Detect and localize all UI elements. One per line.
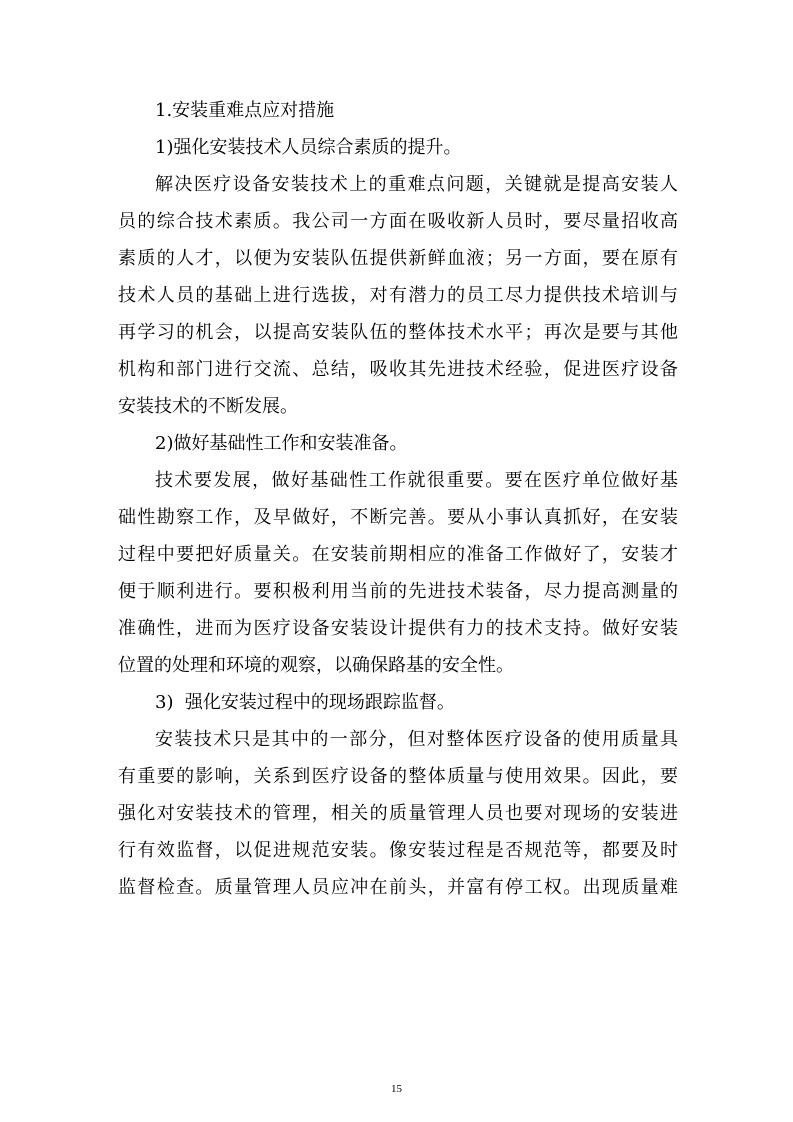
paragraph-line: 安装技术只是其中的一部分，但对整体医疗设备的使用质量具 <box>155 729 678 750</box>
page-number: 15 <box>391 1083 402 1095</box>
subsection-heading: 3) 强化安装过程中的现场跟踪监督。 <box>155 692 455 713</box>
body-paragraph <box>118 462 678 684</box>
paragraph-line: 素质的人才，以便为安装队伍提供新鲜血液；另一方面，要在原有 <box>118 248 678 269</box>
paragraph-line: 强化对安装技术的管理，相关的质量管理人员也要对现场的安装进 <box>118 803 678 824</box>
paragraph-line: 再学习的机会，以提高安装队伍的整体技术水平；再次是要与其他 <box>118 322 678 343</box>
paragraph-line: 技术人员的基础上进行选拔，对有潜力的员工尽力提供技术培训与 <box>118 285 678 306</box>
body-paragraph <box>118 166 678 425</box>
document-body <box>118 92 678 906</box>
paragraph-line: 准确性，进而为医疗设备安装设计提供有力的技术支持。做好安装 <box>118 618 678 639</box>
paragraph-line: 安装技术的不断发展。 <box>118 396 298 417</box>
paragraph-line: 有重要的影响，关系到医疗设备的整体质量与使用效果。因此，要 <box>118 766 678 787</box>
body-paragraph <box>118 721 678 906</box>
section-heading: 1.安装重难点应对措施 <box>155 100 335 121</box>
paragraph-line: 监督检查。质量管理人员应冲在前头，并富有停工权。出现质量难 <box>118 877 678 898</box>
paragraph-line: 解决医疗设备安装技术上的重难点问题，关键就是提高安装人 <box>155 174 678 195</box>
paragraph-line: 位置的处理和环境的观察，以确保路基的安全性。 <box>118 655 514 676</box>
paragraph-line: 便于顺利进行。要积极利用当前的先进技术装备，尽力提高测量的 <box>118 581 678 602</box>
paragraph-line: 行有效监督，以促进规范安装。像安装过程是否规范等，都要及时 <box>118 840 678 861</box>
paragraph-line: 过程中要把好质量关。在安装前期相应的准备工作做好了，安装才 <box>118 544 678 565</box>
subsection-heading: 2)做好基础性工作和安装准备。 <box>155 433 408 454</box>
subsection-heading: 1)强化安装技术人员综合素质的提升。 <box>155 137 462 158</box>
paragraph-line: 础性勘察工作，及早做好，不断完善。要从小事认真抓好，在安装 <box>118 507 678 528</box>
paragraph-line: 机构和部门进行交流、总结，吸收其先进技术经验，促进医疗设备 <box>118 359 678 380</box>
paragraph-line: 员的综合技术素质。我公司一方面在吸收新人员时，要尽量招收高 <box>118 211 678 232</box>
paragraph-line: 技术要发展，做好基础性工作就很重要。要在医疗单位做好基 <box>155 470 678 491</box>
